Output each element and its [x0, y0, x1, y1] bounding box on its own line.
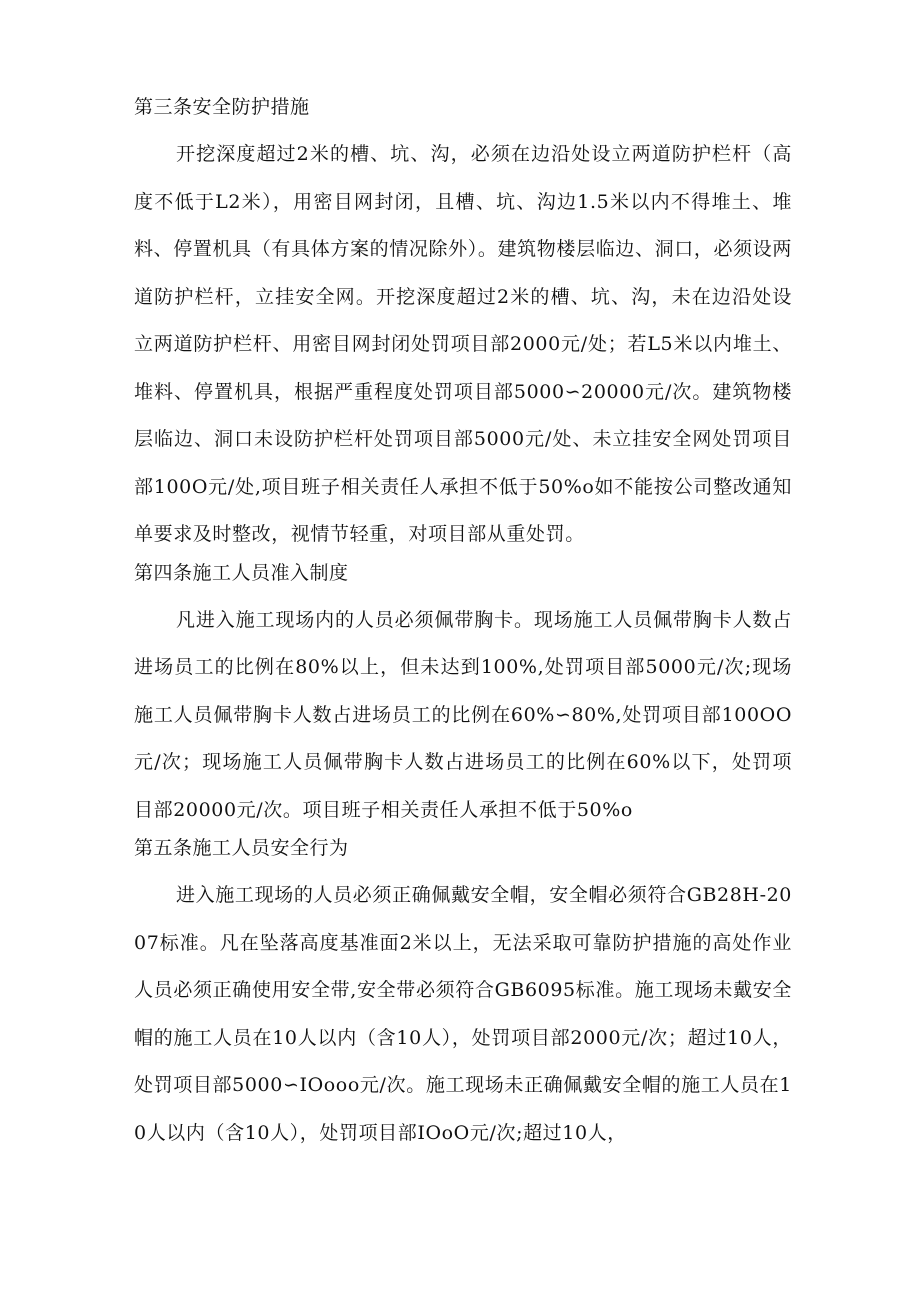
section-5-heading: 第五条施工人员安全行为 — [134, 837, 349, 859]
section-4-heading: 第四条施工人员准入制度 — [134, 561, 349, 584]
section-5-paragraph: 进入施工现场的人员必须正确佩戴安全帽，安全帽必须符合GB28H-2007标准。凡在坠落高度基准面2米以上，无法采取可靠防护措施的高处作业人员必须正确使用安全带,安全带必须符合GB6095标准。施工现场未戴安全帽的施工人员在10人以内（含10人），处罚项目部2000元/次；超过10人，处罚项目部5000∽IOooo元/次。施工现场未正确佩戴安全帽的施工人员在10人以内（含10人），处罚项目部IOoO元/次;超过10人， — [134, 884, 792, 1144]
section-4-paragraph: 凡进入施工现场内的人员必须佩带胸卡。现场施工人员佩带胸卡人数占进场员工的比例在80%以上，但未达到100%,处罚项目部5000元/次;现场施工人员佩带胸卡人数占进场员工的比例在60%∽80%,处罚项目部100OO元/次；现场施工人员佩带胸卡人数占进场员工的比例在60%以下，处罚项目部20000元/次。项目班子相关责任人承担不低于50%o — [134, 608, 792, 821]
section-3-heading: 第三条安全防护措施 — [134, 96, 310, 118]
section-3-paragraph: 开挖深度超过2米的槽、坑、沟，必须在边沿处设立两道防护栏杆（高度不低于L2米），用密目网封闭，且槽、坑、沟边1.5米以内不得堆土、堆料、停置机具（有具体方案的情况除外）。建筑物楼层临边、洞口，必须设两道防护栏杆，立挂安全网。开挖深度超过2米的槽、坑、沟，未在边沿处设立两道防护栏杆、用密目网封闭处罚项目部2000元/处；若L5米以内堆土、堆料、停置机具，根据严重程度处罚项目部5000∽20000元/次。建筑物楼层临边、洞口未设防护栏杆处罚项目部5000元/处、未立挂安全网处罚项目部100O元/处,项目班子相关责任人承担不低于50%o如不能按公司整改通知单要求及时整改，视情节轻重，对项目部从重处罚。 — [134, 143, 792, 545]
